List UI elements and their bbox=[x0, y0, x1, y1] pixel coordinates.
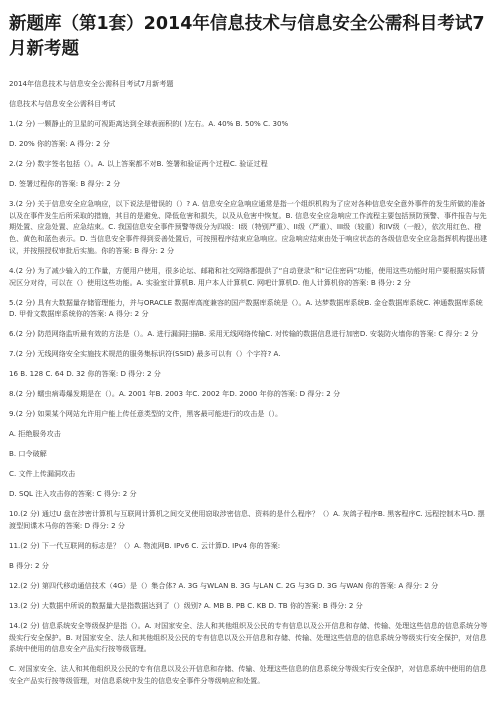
paragraph: 5.(2 分) 具有大数据量存储管理能力，并与ORACLE 数据库高度兼容的国产数据库系统是（）。A. 达梦数据库系统B. 金仓数据库系统C. 神通数据库系统D. 甲骨文数据库系统你的答案: A 得分: 2 分 bbox=[9, 297, 483, 319]
paragraph: 7.(2 分) 无线网络安全实施技术规范的服务集标识符(SSID) 最多可以有（）个字符? A. bbox=[9, 349, 281, 359]
paragraph: 16 B. 128 C. 64 D. 32 你的答案: D 得分: 2 分 bbox=[9, 369, 161, 379]
paragraph: 11.(2 分) 下一代互联网的标志是？（）A. 物流网B. IPv6 C. 云计算D. IPv4 你的答案: bbox=[9, 540, 281, 550]
paragraph: 信息技术与信息安全公需科目考试 bbox=[9, 99, 116, 108]
page-title: 新题库（第1套）2014年信息技术与信息安全公需科目考试7月新考题 bbox=[9, 14, 485, 59]
paragraph: A. 拒绝服务攻击 bbox=[9, 429, 61, 439]
paragraph: D. SQL 注入攻击你的答案: C 得分: 2 分 bbox=[9, 489, 137, 499]
paragraph: 4.(2 分) 为了减少输入的工作量，方便用户使用，很多论坛、邮箱和社交网络都提供了“自动登录”和“记住密码”功能，使用这些功能时用户要根据实际情况区分对待，可以在（）使用这些功能。A. 实验室计算机B. 用户本人计算机C. 网吧计算机D. 他人计算机你的答案: B 得分: 2 分 bbox=[9, 265, 485, 287]
paragraph: 2014年信息技术与信息安全公需科目考试7月新考题 bbox=[9, 79, 174, 88]
paragraph: C. 对国家安全、法人和其他组织及公民的专有信息以及公开信息和存储、传输、处理这些信息的信息系统分等级实行安全保护，对信息系统中使用的信息安全产品实行按等级管理，对信息系统中发生的信息安全事件分等级响应和处置。 bbox=[9, 664, 487, 686]
paragraph: 1.(2 分) 一颗静止的卫星的可视距离达到全球表面积的( )左右。A. 40% B. 50% C. 30% bbox=[9, 119, 289, 128]
paragraph: C. 文件上传漏洞攻击 bbox=[9, 469, 76, 479]
paragraph: 8.(2 分) 蠕虫病毒爆发期是在（）。A. 2001 年B. 2003 年C. 2002 年D. 2000 年你的答案: D 得分: 2 分 bbox=[9, 389, 341, 399]
paragraph: 9.(2 分) 如果某个网站允许用户能上传任意类型的文件，黑客最可能进行的攻击是（）。 bbox=[9, 409, 283, 419]
paragraph: D. 20% 你的答案: A 得分: 2 分 bbox=[9, 139, 110, 148]
paragraph: 10.(2 分) 通过U 盘在涉密计算机与互联网计算机之间交叉使用窃取涉密信息、资料的是什么程序？（）A. 灰鸽子程序B. 黑客程序C. 远程控制木马D. 摆渡型间谍木马你的答案: D 得分: 2 分 bbox=[9, 509, 485, 530]
paragraph: 6.(2 分) 防范网络监听最有效的方法是（）。A. 进行漏洞扫描B. 采用无线网络传输C. 对传输的数据信息进行加密D. 安装防火墙你的答案: C 得分: 2 分 bbox=[9, 329, 479, 339]
paragraph: D. 签署过程你的答案: B 得分: 2 分 bbox=[9, 179, 121, 188]
paragraph: B 得分: 2 分 bbox=[9, 560, 49, 570]
paragraph: 3.(2 分) 关于信息安全应急响应，以下说法是错误的（）? A. 信息安全应急响应通常是指一个组织机构为了应对各种信息安全意外事件的发生所做的准备以及在事件发生后所采取的措施，其目的是避免、降低危害和损失，以及从危害中恢复。B. 信息安全应急响应工作流程主要包括预防预警、事件报告与先期处置、应急处置、应急结束。C. 我国信息安全事件预警等级分为四级：I级（特别严重）、II级（严重）、III级（较重）和IV级（一般），依次用红色、橙色、黄色和蓝色表示。D. 当信息安全事件得到妥善处置后，可按照程序结束应急响应。应急响应结束由处于响应状态的各级信息安全应急指挥机构提出建议，并按照授权审批后实施。你的答案: B 得分: 2 分 bbox=[9, 199, 488, 255]
paragraph: B. 口令破解 bbox=[9, 449, 47, 459]
paragraph: 12.(2 分) 第四代移动通信技术（4G）是（）集合体? A. 3G 与WLAN B. 3G 与LAN C. 2G 与3G D. 3G 与WAN 你的答案: A 得分: 2 分 bbox=[9, 580, 439, 590]
paragraph: 13.(2 分) 大数据中所说的数据量大是指数据达到了（）级别? A. MB B. PB C. KB D. TB 你的答案: B 得分: 2 分 bbox=[9, 600, 363, 610]
document-body bbox=[9, 78, 490, 687]
paragraph: 14.(2 分) 信息系统安全等级保护是指（）。A. 对国家安全、法人和其他组织及公民的专有信息以及公开信息和存储、传输、处理这些信息的信息系统分等级实行安全保护。B. 对国家安全、法人和其他组织及公民的专有信息以及公开信息和存储、传输、处理这些信息的信息系统分等级实行安全保护，对信息系统中使用的信息安全产品实行按等级管理。 bbox=[9, 620, 488, 654]
paragraph: 2.(2 分) 数字签名包括（）。A. 以上答案都不对B. 签署和验证两个过程C. 验证过程 bbox=[9, 159, 268, 168]
